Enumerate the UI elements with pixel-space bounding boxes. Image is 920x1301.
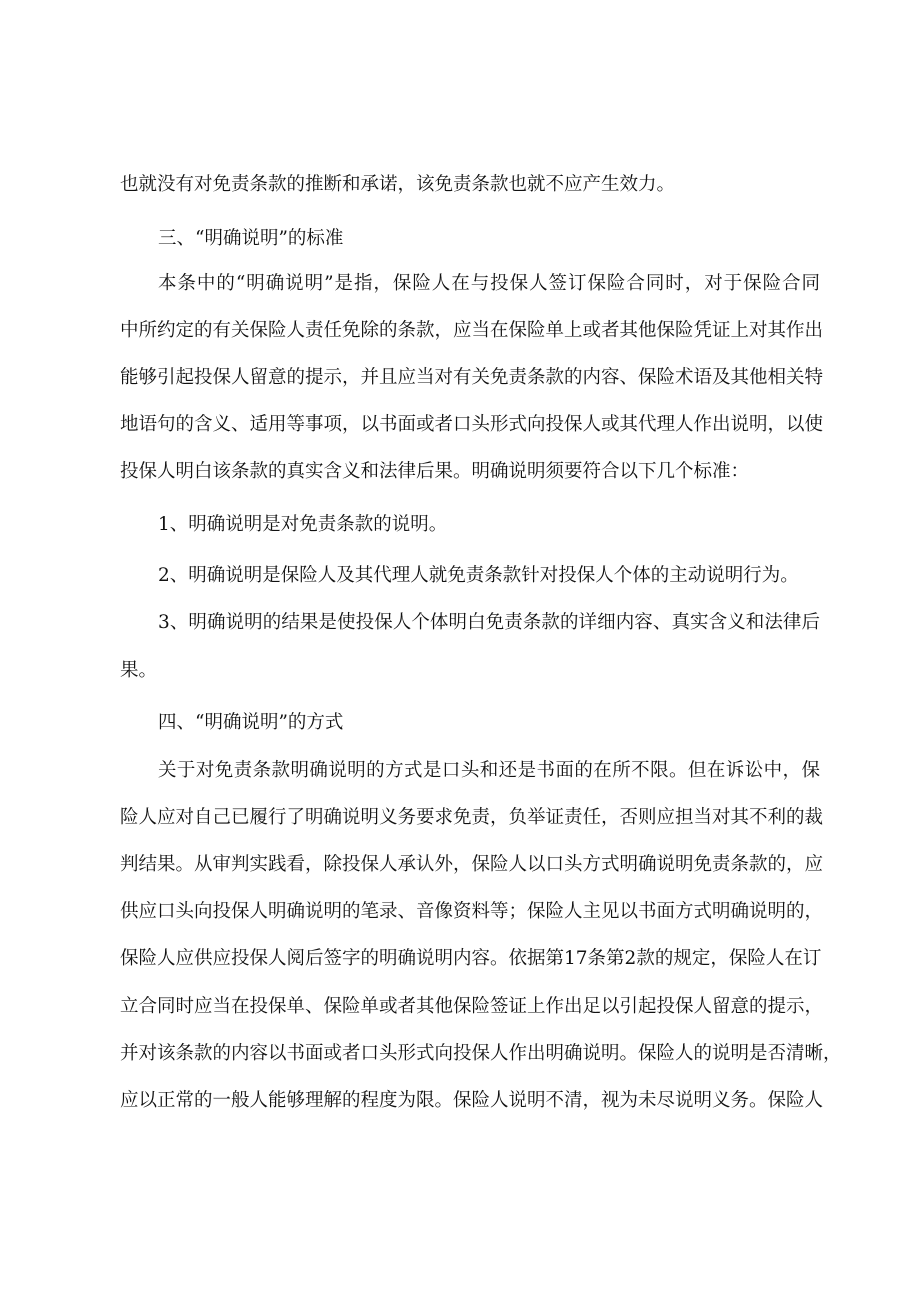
- paragraph-line: 本条中的“明确说明”是指，保险人在与投保人签订保险合同时，对于保险合同: [158, 273, 820, 294]
- section-heading-method: 四、“明确说明”的方式: [158, 712, 344, 733]
- paragraph-line: 能够引起投保人留意的提示，并且应当对有关免责条款的内容、保险术语及其他相关特: [120, 367, 824, 388]
- paragraph-line: 地语句的含义、适用等事项，以书面或者口头形式向投保人或其代理人作出说明，以使: [120, 414, 824, 435]
- paragraph-line: 保险人应供应投保人阅后签字的明确说明内容。依据第17条第2款的规定，保险人在订: [120, 948, 822, 969]
- section-heading-standard: 三、“明确说明”的标准: [158, 228, 344, 249]
- paragraph-line: 并对该条款的内容以书面或者口头形式向投保人作出明确说明。保险人的说明是否清晰，: [120, 1043, 842, 1064]
- list-item-3: 3、明确说明的结果是使投保人个体明白免责条款的详细内容、真实含义和法律后: [158, 612, 820, 633]
- paragraph-line-continuation: 也就没有对免责条款的推断和承诺，该免责条款也就不应产生效力。: [120, 174, 676, 195]
- paragraph-line: 中所约定的有关保险人责任免除的条款，应当在保险单上或者其他保险凭证上对其作出: [120, 320, 824, 341]
- paragraph-line: 判结果。从审判实践看，除投保人承认外，保险人以口头方式明确说明免责条款的，应: [120, 854, 824, 875]
- paragraph-line: 关于对免责条款明确说明的方式是口头和还是书面的在所不限。但在诉讼中，保: [158, 760, 820, 781]
- paragraph-line: 险人应对自己已履行了明确说明义务要求免责，负举证责任，否则应担当对其不利的裁: [120, 807, 824, 828]
- paragraph-line: 立合同时应当在投保单、保险单或者其他保险签证上作出足以引起投保人留意的提示，: [120, 996, 824, 1017]
- list-item-2: 2、明确说明是保险人及其代理人就免责条款针对投保人个体的主动说明行为。: [158, 565, 799, 586]
- list-item-3-continuation: 果。: [120, 660, 158, 681]
- paragraph-line: 投保人明白该条款的真实含义和法律后果。明确说明须要符合以下几个标准：: [120, 461, 750, 482]
- list-item-1: 1、明确说明是对免责条款的说明。: [158, 514, 448, 535]
- paragraph-line: 应以正常的一般人能够理解的程度为限。保险人说明不清，视为未尽说明义务。保险人: [120, 1090, 824, 1111]
- paragraph-line: 供应口头向投保人明确说明的笔录、音像资料等；保险人主见以书面方式明确说明的，: [120, 901, 824, 922]
